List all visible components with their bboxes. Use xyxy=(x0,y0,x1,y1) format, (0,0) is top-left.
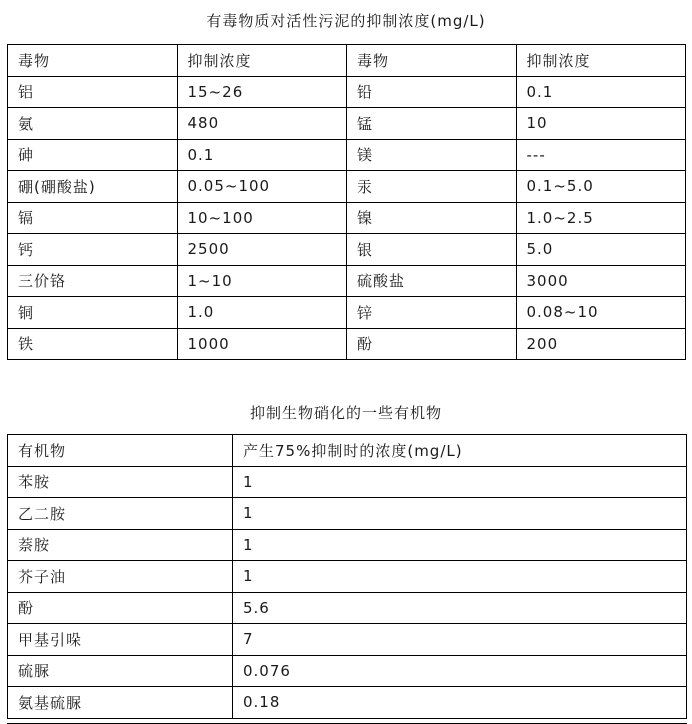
table-cell: 锰 xyxy=(347,108,517,140)
table-cell: 1~10 xyxy=(177,265,347,297)
table-cell: 1 xyxy=(233,466,687,498)
table-cell: 甲基引哚 xyxy=(8,624,233,656)
table-cell: 0.08~10 xyxy=(516,297,686,329)
table-cell: 锌 xyxy=(347,297,517,329)
column-header: 抑制浓度 xyxy=(177,45,347,77)
table-cell: 钙 xyxy=(8,234,178,266)
table-cell: 1.0 xyxy=(177,297,347,329)
table-cell: 3000 xyxy=(516,265,686,297)
table-row xyxy=(8,624,687,656)
table-cell: 0.076 xyxy=(233,655,687,687)
table-row xyxy=(8,76,686,108)
table-cell: 银 xyxy=(347,234,517,266)
table-cell: 0.1 xyxy=(177,139,347,171)
table-cell: 镁 xyxy=(347,139,517,171)
table-cell: 铝 xyxy=(8,76,178,108)
table-cell: 480 xyxy=(177,108,347,140)
table-row xyxy=(8,202,686,234)
column-header: 有机物 xyxy=(8,435,233,467)
table-cell: 0.18 xyxy=(233,687,687,719)
table-row xyxy=(8,529,687,561)
table-row xyxy=(8,592,687,624)
table-cell: 氨基硫脲 xyxy=(8,687,233,719)
table-cell: 镉 xyxy=(8,202,178,234)
toxins-table-title: 有毒物质对活性污泥的抑制浓度(mg/L) xyxy=(206,12,486,30)
table-row xyxy=(8,139,686,171)
column-header: 毒物 xyxy=(347,45,517,77)
table-cell: 200 xyxy=(516,328,686,360)
table-cell: 镍 xyxy=(347,202,517,234)
table-cell: 1.0~2.5 xyxy=(516,202,686,234)
table-row xyxy=(8,466,687,498)
table-cell: 氨 xyxy=(8,108,178,140)
table-cell: 铅 xyxy=(347,76,517,108)
table-cell: 15~26 xyxy=(177,76,347,108)
table-cell: 1 xyxy=(233,561,687,593)
column-header: 毒物 xyxy=(8,45,178,77)
column-header: 抑制浓度 xyxy=(516,45,686,77)
table-row xyxy=(8,171,686,203)
table-cell: 10 xyxy=(516,108,686,140)
table-cell: 乙二胺 xyxy=(8,498,233,530)
column-header: 产生75%抑制时的浓度(mg/L) xyxy=(233,435,687,467)
table-row xyxy=(8,297,686,329)
table-row xyxy=(8,655,687,687)
table-cell: 0.1~5.0 xyxy=(516,171,686,203)
table-cell: 芥子油 xyxy=(8,561,233,593)
table-row xyxy=(8,687,687,719)
table-cell: 0.1 xyxy=(516,76,686,108)
table-cell: 1 xyxy=(233,529,687,561)
table-row xyxy=(8,561,687,593)
table-cell: 硫脲 xyxy=(8,655,233,687)
table-row xyxy=(8,108,686,140)
table-cell: 酚 xyxy=(347,328,517,360)
toxins-table-header-row xyxy=(8,45,686,77)
organics-table-title: 抑制生物硝化的一些有机物 xyxy=(249,404,442,422)
table-cell: 5.6 xyxy=(233,592,687,624)
table-cell: --- xyxy=(516,139,686,171)
table-cell: 0.05~100 xyxy=(177,171,347,203)
table-cell: 5.0 xyxy=(516,234,686,266)
table-cell: 10~100 xyxy=(177,202,347,234)
table-cell: 7 xyxy=(233,624,687,656)
table-row xyxy=(8,328,686,360)
organics-table xyxy=(7,434,687,719)
organics-table-header-row xyxy=(8,435,687,467)
toxins-table xyxy=(7,44,686,360)
table-cell: 1 xyxy=(233,498,687,530)
table-cell: 2500 xyxy=(177,234,347,266)
table-cell: 三价铬 xyxy=(8,265,178,297)
table-cell: 汞 xyxy=(347,171,517,203)
table-cell: 酚 xyxy=(8,592,233,624)
table-cell: 硼(硼酸盐) xyxy=(8,171,178,203)
table-cell: 苯胺 xyxy=(8,466,233,498)
table-cell: 硫酸盐 xyxy=(347,265,517,297)
table-cell: 铜 xyxy=(8,297,178,329)
table-cell: 砷 xyxy=(8,139,178,171)
table-cell: 铁 xyxy=(8,328,178,360)
table-cell: 萘胺 xyxy=(8,529,233,561)
table-row xyxy=(8,265,686,297)
table-row xyxy=(8,498,687,530)
table-row xyxy=(8,234,686,266)
table-cell: 1000 xyxy=(177,328,347,360)
